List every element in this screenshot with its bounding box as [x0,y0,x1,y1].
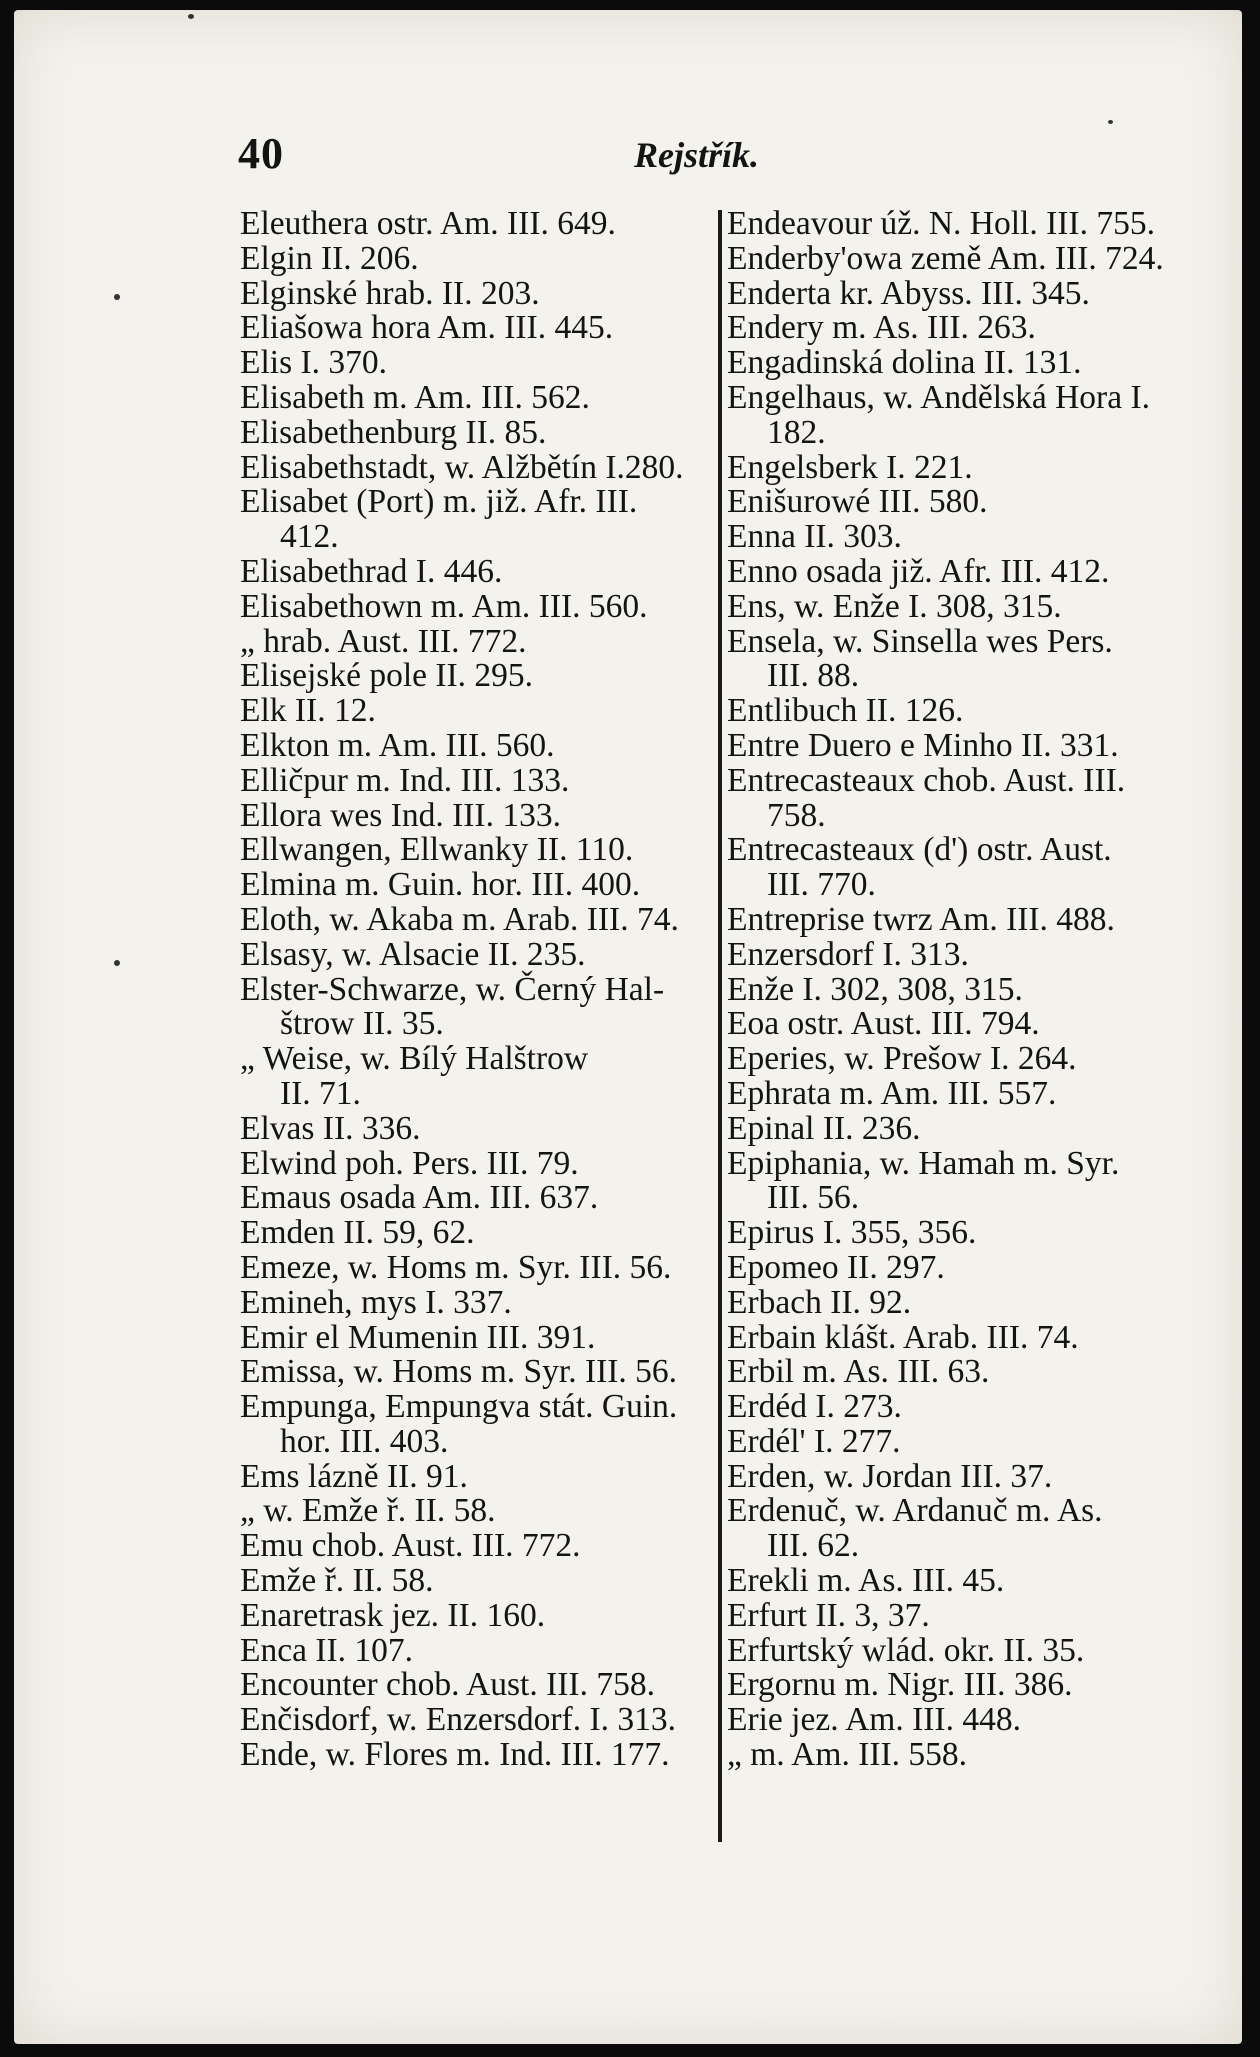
index-entry: Ergornu m. Nigr. III. 386. [727,1666,1073,1704]
index-entry: Erie jez. Am. III. 448. [727,1701,1021,1739]
index-entry: Emže ř. II. 58. [240,1562,434,1600]
page-number: 40 [238,129,284,178]
index-entry: Erdenuč, w. Ardanuč m. As. [727,1492,1103,1530]
index-entry: Elisabeth m. Am. III. 562. [240,378,590,416]
index-entry: Enišurowé III. 580. [727,483,988,521]
index-entry: Eperies, w. Prešow I. 264. [727,1040,1077,1078]
index-entry: Elvas II. 336. [240,1109,421,1147]
index-entry: 758. [767,796,826,834]
index-entry: Encounter chob. Aust. III. 758. [240,1666,655,1704]
index-entry: Erbach II. 92. [727,1283,912,1321]
index-entry: Elsasy, w. Alsacie II. 235. [240,935,586,973]
print-speck [188,14,194,19]
index-entry: Elisejské pole II. 295. [240,657,534,695]
index-entry: Elginské hrab. II. 203. [240,274,540,312]
index-entry: Empunga, Empungva stát. Guin. [240,1388,678,1426]
index-entry: 412. [280,518,339,556]
index-entry: Emeze, w. Homs m. Syr. III. 56. [240,1248,672,1286]
index-entry: Epinal II. 236. [727,1109,921,1147]
index-entry: Engelhaus, w. Andělská Hora I. [727,378,1150,416]
book-page [14,10,1242,2044]
print-speck [1108,120,1113,124]
index-entry: Enderta kr. Abyss. III. 345. [727,274,1090,312]
index-entry: štrow II. 35. [280,1005,444,1043]
index-entry: III. 88. [767,657,860,695]
index-entry: Entreprise twrz Am. III. 488. [727,900,1115,938]
index-entry: Emissa, w. Homs m. Syr. III. 56. [240,1353,678,1391]
index-entry: Entlibuch II. 126. [727,692,964,730]
index-entry: Enca II. 107. [240,1631,414,1669]
index-entry: Entrecasteaux (d') ostr. Aust. [727,831,1112,869]
index-entry: Elličpur m. Ind. III. 133. [240,761,570,799]
index-entry: Emir el Mumenin III. 391. [240,1318,596,1356]
index-entry: Elk II. 12. [240,692,376,730]
print-speck [114,294,120,300]
index-entry: „ hrab. Aust. III. 772. [240,622,527,660]
index-entry: Ellora wes Ind. III. 133. [240,796,561,834]
index-entry: Enže I. 302, 308, 315. [727,970,1023,1008]
index-entry: Elisabethown m. Am. III. 560. [240,587,648,625]
index-entry: Ens, w. Enže I. 308, 315. [727,587,1062,625]
index-entry: Eloth, w. Akaba m. Arab. III. 74. [240,900,679,938]
index-entry: Erbil m. As. III. 63. [727,1353,990,1391]
page-header [14,10,1242,190]
index-entry: Endery m. As. III. 263. [727,309,1036,347]
index-entry: Enzersdorf I. 313. [727,935,969,973]
index-entry: Elgin II. 206. [240,239,419,277]
index-entry: Epiphania, w. Hamah m. Syr. [727,1144,1120,1182]
index-column-left [240,207,710,1773]
index-entry: hor. III. 403. [280,1422,449,1460]
index-entry: III. 56. [767,1179,860,1217]
index-entry: II. 71. [280,1074,361,1112]
index-entry: Entre Duero e Minho II. 331. [727,726,1119,764]
index-entry: Emden II. 59, 62. [240,1214,475,1252]
index-entry: Ems lázně II. 91. [240,1457,468,1495]
index-entry: Enno osada již. Afr. III. 412. [727,552,1110,590]
index-entry: Elster-Schwarze, w. Černý Hal- [240,970,665,1008]
index-entry: Enaretrask jez. II. 160. [240,1596,546,1634]
index-entry: Erdéd I. 273. [727,1388,902,1426]
index-entry: Erfurtský wlád. okr. II. 35. [727,1631,1085,1669]
running-title: Rejstřík. [634,135,760,175]
index-entry: Elmina m. Guin. hor. III. 400. [240,866,641,904]
index-entry: Ellwangen, Ellwanky II. 110. [240,831,634,869]
index-entry: Erden, w. Jordan III. 37. [727,1457,1053,1495]
index-entry: Enna II. 303. [727,518,902,556]
index-entry: Eoa ostr. Aust. III. 794. [727,1005,1040,1043]
index-entry: Elisabethstadt, w. Alžbětín I.280. [240,448,684,486]
index-entry: Eleuthera ostr. Am. III. 649. [240,205,616,242]
index-entry: Ensela, w. Sinsella wes Pers. [727,622,1113,660]
index-entry: „ m. Am. III. 558. [727,1736,968,1774]
index-entry: Engadinská dolina II. 131. [727,344,1082,382]
index-entry: Elisabet (Port) m. již. Afr. III. [240,483,638,521]
index-entry: Enčisdorf, w. Enzersdorf. I. 313. [240,1701,676,1739]
index-entry: Elis I. 370. [240,344,388,382]
index-entry: Elisabethenburg II. 85. [240,413,547,451]
index-entry: Epirus I. 355, 356. [727,1214,977,1252]
index-entry: 182. [767,413,826,451]
index-entry: Elisabethrad I. 446. [240,552,503,590]
index-entry: Epomeo II. 297. [727,1248,945,1286]
index-entry: Emaus osada Am. III. 637. [240,1179,599,1217]
index-entry: Eliašowa hora Am. III. 445. [240,309,614,347]
index-entry: Endeavour úž. N. Holl. III. 755. [727,205,1155,242]
index-entry: Entrecasteaux chob. Aust. III. [727,761,1126,799]
index-entry: Enderby'owa země Am. III. 724. [727,239,1164,277]
index-entry: Ende, w. Flores m. Ind. III. 177. [240,1736,670,1774]
index-entry: Erekli m. As. III. 45. [727,1562,1005,1600]
index-entry: Erdél' I. 277. [727,1422,901,1460]
print-speck [114,960,120,966]
index-entry: Erbain klášt. Arab. III. 74. [727,1318,1079,1356]
index-entry: Elkton m. Am. III. 560. [240,726,555,764]
index-entry: Elwind poh. Pers. III. 79. [240,1144,579,1182]
index-column-right [727,207,1197,1773]
index-entry: Ephrata m. Am. III. 557. [727,1074,1057,1112]
index-entry: Emineh, mys I. 337. [240,1283,512,1321]
index-entry: III. 62. [767,1527,860,1565]
index-entry: Erfurt II. 3, 37. [727,1596,930,1634]
index-entry: Engelsberk I. 221. [727,448,973,486]
column-divider [718,210,722,1842]
index-entry: „ Weise, w. Bílý Halštrow [240,1040,589,1078]
index-entry: Emu chob. Aust. III. 772. [240,1527,581,1565]
index-entry: III. 770. [767,866,876,904]
index-entry: „ w. Emže ř. II. 58. [240,1492,496,1530]
